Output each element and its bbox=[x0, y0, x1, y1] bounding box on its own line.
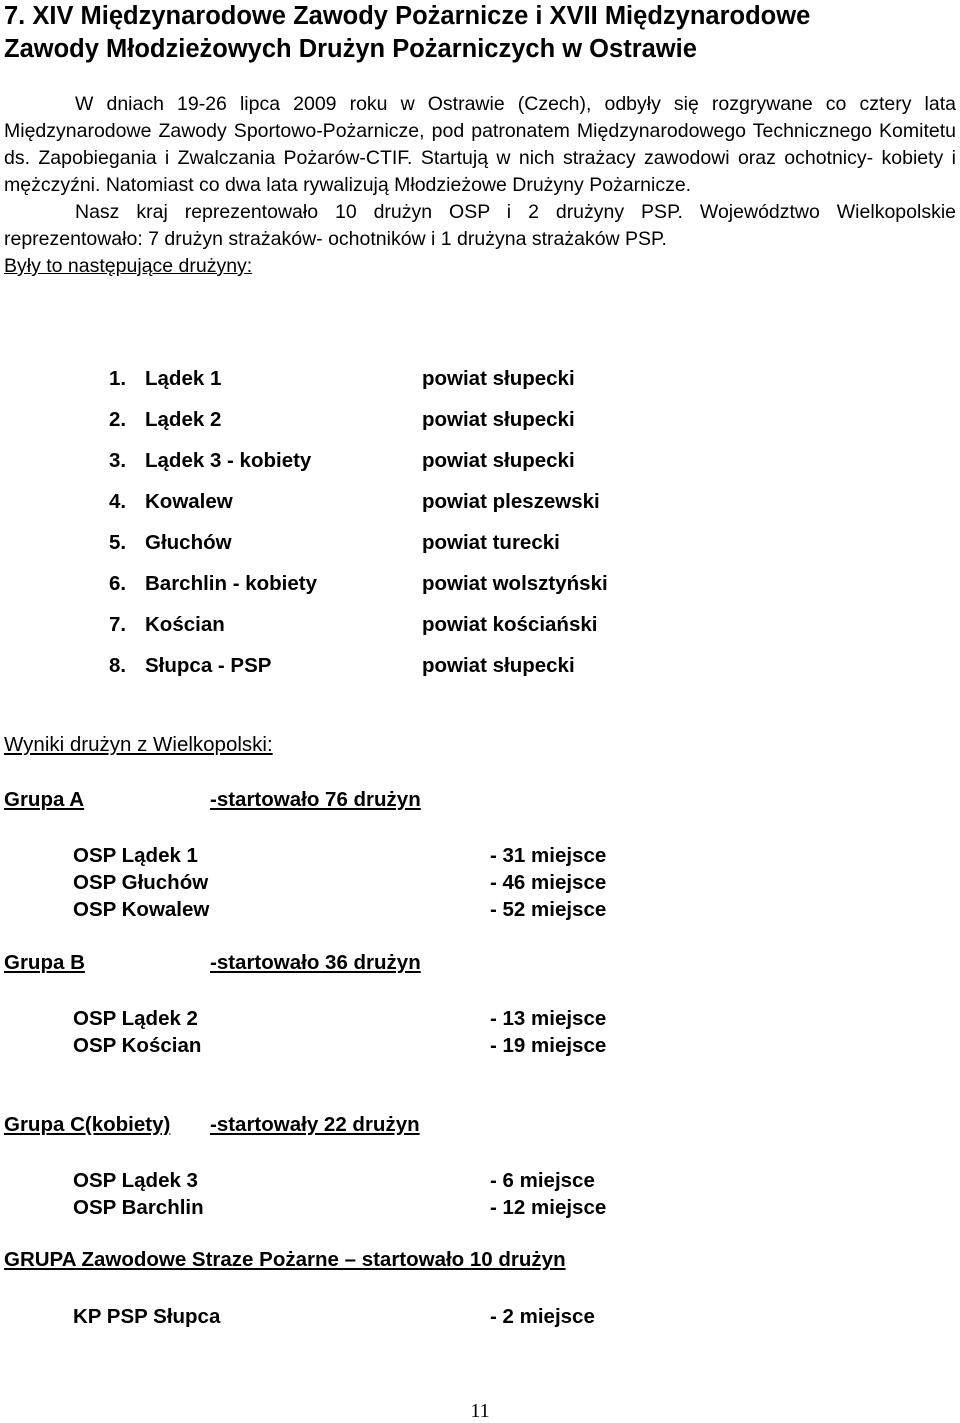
team-list-intro: Były to następujące drużyny: bbox=[4, 255, 253, 277]
list-item bbox=[109, 528, 709, 569]
team-district: powiat kościański bbox=[422, 613, 598, 636]
team-district: powiat słupecki bbox=[422, 408, 575, 431]
group-name: Grupa C(kobiety) bbox=[4, 1113, 171, 1136]
result-place: - 6 miejsce bbox=[490, 1169, 595, 1192]
team-list bbox=[109, 364, 709, 692]
result-row bbox=[73, 869, 773, 896]
result-team: OSP Głuchów bbox=[73, 871, 209, 894]
result-row bbox=[73, 842, 773, 869]
intro-text bbox=[4, 91, 956, 280]
list-item-number: 6. bbox=[109, 572, 127, 595]
intro-paragraph-1: W dniach 19-26 lipca 2009 roku w Ostrawie (Czech), odbyły się rozgrywane co cztery lata Międzynarodowe Zawody Sportowo-Pożarnicze, pod patronatem Międzynarodowego Technicznego Komitetu ds. Zapobiegania i Zwalczania Pożarów-CTIF. Startują w nich strażacy zawodowi oraz ochotnicy- kobiety i mężczyźni. Natomiast co dwa lata rywalizują Młodzieżowe Drużyny Pożarnicze. bbox=[4, 93, 956, 196]
result-team: OSP Lądek 1 bbox=[73, 844, 198, 867]
result-row bbox=[73, 896, 773, 923]
result-row bbox=[73, 1194, 773, 1221]
list-item-number: 5. bbox=[109, 531, 127, 554]
list-item bbox=[109, 446, 709, 487]
team-name: Słupca - PSP bbox=[145, 654, 272, 677]
result-team: KP PSP Słupca bbox=[73, 1305, 221, 1328]
list-item-number: 1. bbox=[109, 367, 127, 390]
team-name: Kowalew bbox=[145, 490, 233, 513]
result-row bbox=[73, 1303, 773, 1330]
list-item-number: 7. bbox=[109, 613, 127, 636]
list-item bbox=[109, 364, 709, 405]
result-place: - 31 miejsce bbox=[490, 844, 607, 867]
team-district: powiat pleszewski bbox=[422, 490, 600, 513]
list-item-number: 2. bbox=[109, 408, 127, 431]
list-item bbox=[109, 651, 709, 692]
team-district: powiat turecki bbox=[422, 531, 560, 554]
result-team: OSP Lądek 2 bbox=[73, 1007, 198, 1030]
result-team: OSP Barchlin bbox=[73, 1196, 204, 1219]
team-name: Barchlin - kobiety bbox=[145, 572, 318, 595]
results-heading: Wyniki drużyn z Wielkopolski: bbox=[4, 733, 273, 756]
result-place: - 19 miejsce bbox=[490, 1034, 607, 1057]
heading-line-2: Zawody Młodzieżowych Drużyn Pożarniczych w Ostrawie bbox=[4, 35, 697, 63]
result-row bbox=[73, 1032, 773, 1059]
team-name: Głuchów bbox=[145, 531, 232, 554]
list-item-number: 4. bbox=[109, 490, 127, 513]
result-row bbox=[73, 1005, 773, 1032]
group-name: Grupa A bbox=[4, 788, 85, 811]
group-name: Grupa B bbox=[4, 951, 85, 974]
result-team: OSP Kościan bbox=[73, 1034, 202, 1057]
team-district: powiat słupecki bbox=[422, 449, 575, 472]
list-item bbox=[109, 569, 709, 610]
page-number: 11 bbox=[470, 1400, 490, 1422]
result-place: - 52 miejsce bbox=[490, 898, 607, 921]
team-name: Lądek 3 - kobiety bbox=[145, 449, 312, 472]
group-started-count: -startowało 76 drużyn bbox=[210, 788, 421, 811]
list-item bbox=[109, 405, 709, 446]
psp-group-heading: GRUPA Zawodowe Straze Pożarne – startowało 10 drużyn bbox=[4, 1248, 566, 1271]
group-started-count: -startowały 22 drużyn bbox=[210, 1113, 420, 1136]
intro-paragraph-2: Nasz kraj reprezentowało 10 drużyn OSP i 2 drużyny PSP. Województwo Wielkopolskie reprezentowało: 7 drużyn strażaków- ochotników i 1 drużyna strażaków PSP. bbox=[4, 201, 956, 250]
heading-line-1: 7. XIV Międzynarodowe Zawody Pożarnicze i XVII Międzynarodowe bbox=[4, 2, 811, 30]
team-district: powiat słupecki bbox=[422, 367, 575, 390]
team-name: Kościan bbox=[145, 613, 225, 636]
team-district: powiat wolsztyński bbox=[422, 572, 608, 595]
result-row bbox=[73, 1167, 773, 1194]
result-place: - 12 miejsce bbox=[490, 1196, 607, 1219]
result-place: - 13 miejsce bbox=[490, 1007, 607, 1030]
list-item-number: 3. bbox=[109, 449, 127, 472]
list-item bbox=[109, 610, 709, 651]
team-name: Lądek 1 bbox=[145, 367, 222, 390]
result-team: OSP Lądek 3 bbox=[73, 1169, 198, 1192]
team-name: Lądek 2 bbox=[145, 408, 222, 431]
section-heading bbox=[4, 0, 956, 66]
list-item-number: 8. bbox=[109, 654, 127, 677]
result-place: - 46 miejsce bbox=[490, 871, 607, 894]
team-district: powiat słupecki bbox=[422, 654, 575, 677]
group-started-count: -startowało 36 drużyn bbox=[210, 951, 421, 974]
result-place: - 2 miejsce bbox=[490, 1305, 595, 1328]
list-item bbox=[109, 487, 709, 528]
result-team: OSP Kowalew bbox=[73, 898, 210, 921]
